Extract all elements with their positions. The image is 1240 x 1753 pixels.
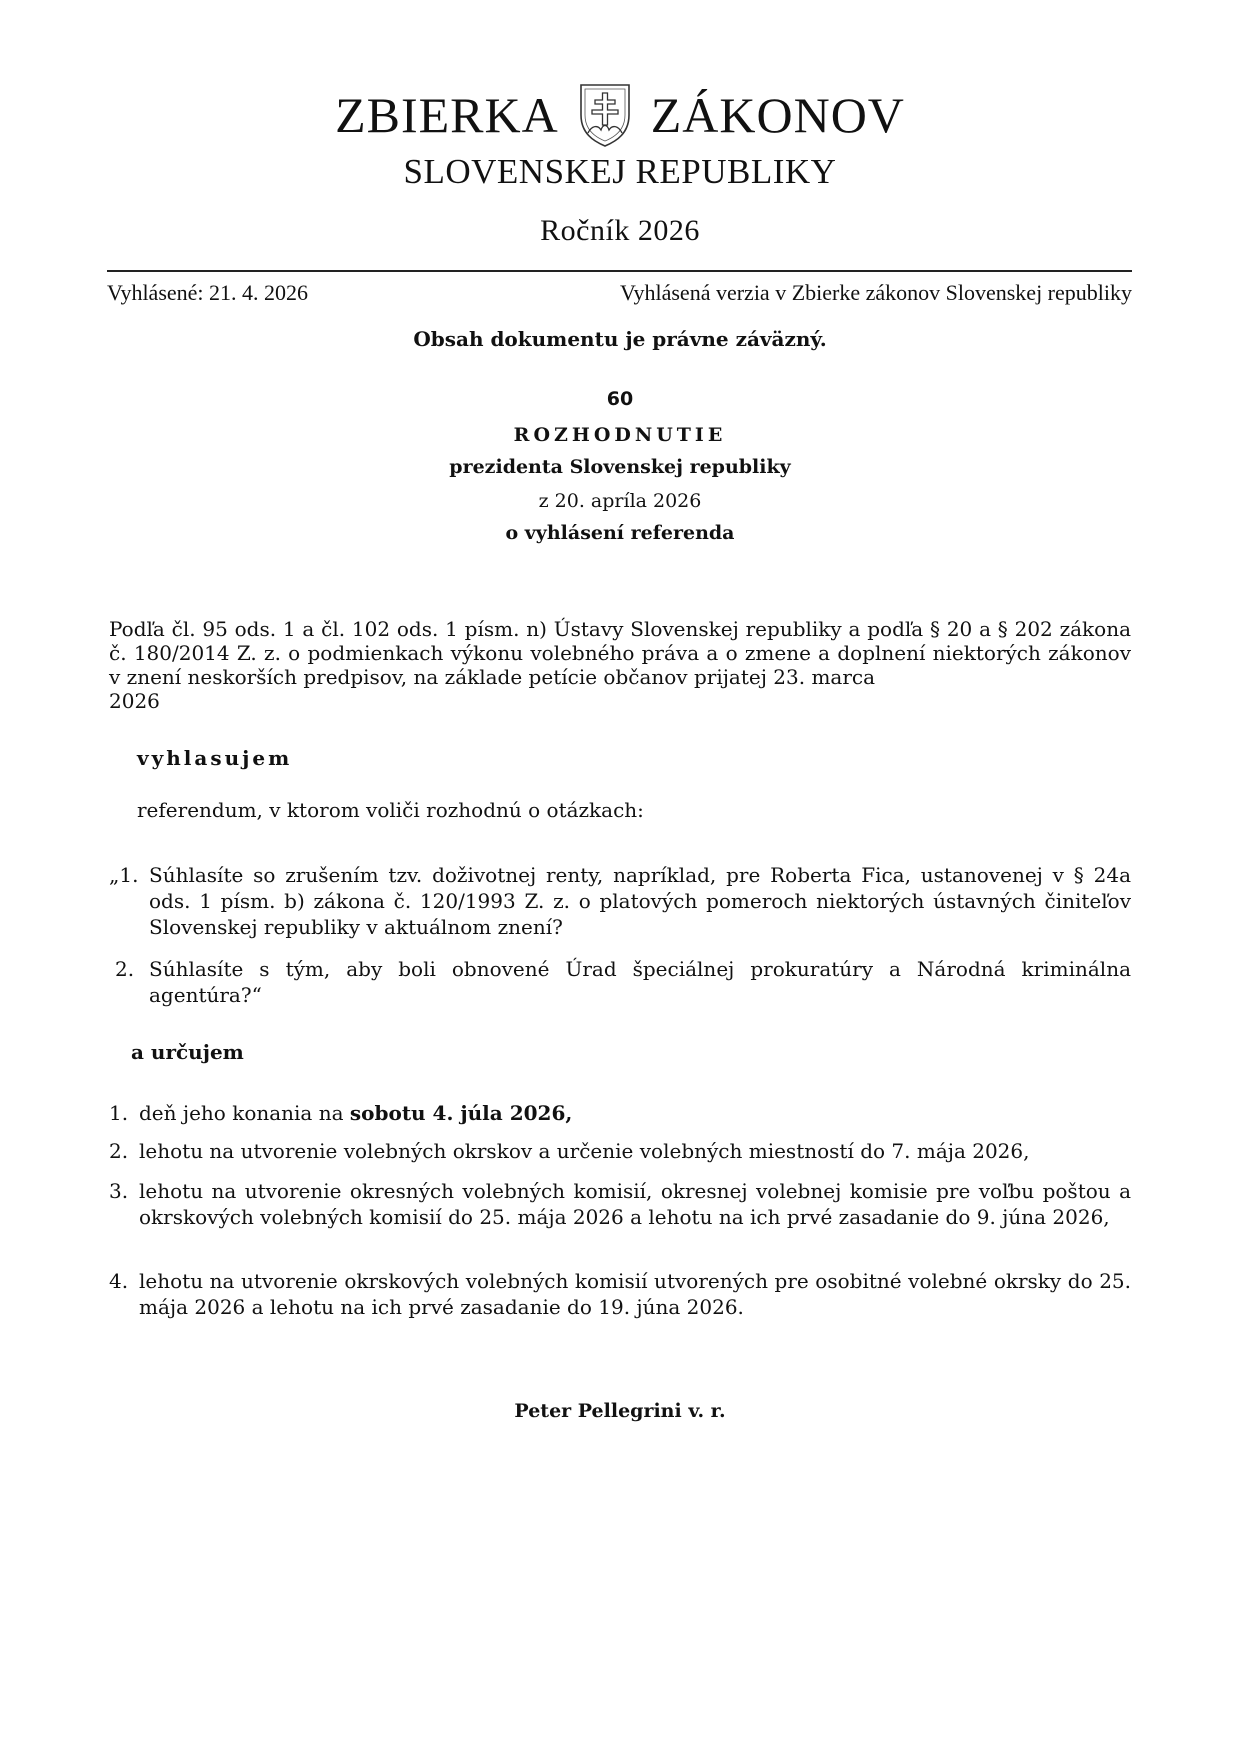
masthead-subtitle: SLOVENSKEJ REPUBLIKY: [403, 152, 837, 191]
preamble: [109, 617, 1131, 713]
determination-text: lehotu na utvorenie okresných volebných komisií, okresnej volebnej komisie pre voľbu poštou a okrskových volebných komisií do 25. mája 2026 a lehotu na ich prvé zasadanie do 9. júna 2026,: [139, 1179, 1131, 1229]
document-number: 60: [606, 388, 634, 410]
determination-heading: a určujem: [131, 1040, 244, 1064]
determination-text: lehotu na utvorenie okrskových volebných komisií utvorených pre osobitné volebné okrsky do 25. mája 2026 a lehotu na ich prvé zasadanie do 19. júna 2026.: [139, 1269, 1131, 1319]
question-number: „1.: [109, 863, 139, 887]
determination-text: lehotu na utvorenie volebných okrskov a určenie volebných miestností do 7. mája 2026,: [139, 1139, 1030, 1163]
masthead-year: Ročník 2026: [540, 214, 700, 247]
declaration-intro: referendum, v ktorom voliči rozhodnú o otázkach:: [137, 798, 644, 822]
slovak-coat-of-arms-icon: [575, 81, 635, 149]
determination-number: 2.: [109, 1139, 129, 1163]
preamble-text: Podľa čl. 95 ods. 1 a čl. 102 ods. 1 písm. n) Ústavy Slovenskej republiky a podľa § 20 a § 202 zákona č. 180/2014 Z. z. o podmienkach výkonu volebného práva a o zmene a doplnení niektorých zákonov v znení neskorších predpisov, na základe petície občanov prijatej 23. marca: [109, 617, 1131, 689]
document-subject: o vyhlásení referenda: [505, 522, 735, 544]
signature: Peter Pellegrini v. r.: [514, 1400, 726, 1422]
document-date: z 20. apríla 2026: [538, 490, 702, 512]
publication-date: Vyhlásené: 21. 4. 2026: [107, 280, 309, 305]
declaration-verb: vyhlasujem: [137, 746, 293, 770]
question-number: 2.: [115, 957, 135, 981]
determination-text-plain: deň jeho konania na: [139, 1101, 350, 1125]
masthead-title: [0, 80, 1240, 150]
determination-text-bold: sobotu 4. júla 2026,: [349, 1101, 573, 1125]
determination-text: [139, 1100, 1131, 1126]
document-type: ROZHODNUTIE: [513, 424, 727, 446]
document-issuer: prezidenta Slovenskej republiky: [449, 456, 791, 478]
masthead-title-left: ZBIERKA: [335, 87, 559, 143]
determination-number: 1.: [109, 1101, 129, 1125]
publication-version: Vyhlásená verzia v Zbierke zákonov Slovenskej republiky: [620, 280, 1132, 305]
masthead: [0, 80, 1240, 248]
preamble-last-line: 2026: [109, 689, 160, 713]
determination-number: 4.: [109, 1269, 129, 1293]
question-text: Súhlasíte s tým, aby boli obnovené Úrad špeciálnej prokuratúry a Národná kriminálna agentúra?“: [149, 957, 1131, 1007]
header-rule: [107, 270, 1132, 272]
determination-number: 3.: [109, 1179, 129, 1203]
question-text: Súhlasíte so zrušením tzv. doživotnej renty, napríklad, pre Roberta Fica, ustanovenej v § 24a ods. 1 písm. b) zákona č. 120/1993 Z. z. o platových pomeroch niektorých ústavných činiteľov Slovenskej republiky v aktuálnom znení?: [149, 863, 1131, 939]
binding-note: Obsah dokumentu je právne záväzný.: [413, 327, 827, 351]
masthead-title-right: ZÁKONOV: [650, 87, 905, 143]
